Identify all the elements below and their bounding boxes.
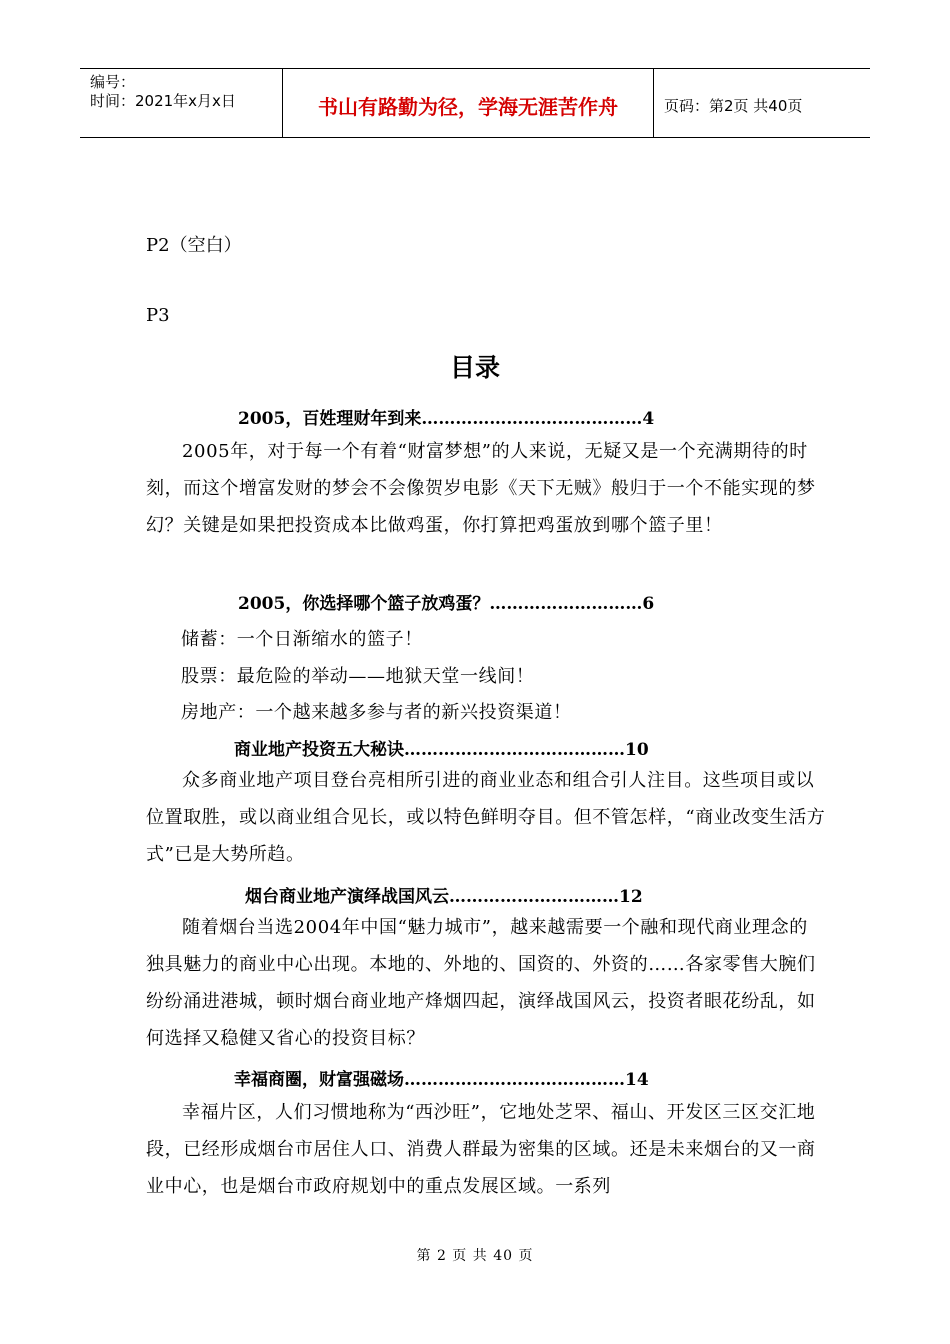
section-3-summary: 众多商业地产项目登台亮相所引进的商业业态和组合引人注目。这些项目或以位置取胜，或以商业组合见长，或以特色鲜明夺目。但不管怎样，“商业改变生活方式”已是大势所趋。 <box>146 770 826 865</box>
section-1-summary: 2005年，对于每一个有着“财富梦想”的人来说，无疑又是一个充满期待的时刻，而这个增富发财的梦会不会像贺岁电影《天下无贼》般归于一个不能实现的梦幻？关键是如果把投资成本比做鸡蛋，你打算把鸡蛋放到哪个篮子里！ <box>146 441 816 536</box>
header-meta <box>80 69 282 137</box>
header-motto: 书山有路勤为径，学海无涯苦作舟 <box>282 69 654 137</box>
toc-heading-1[interactable]: 2005，百姓理财年到来…………………………………4 <box>238 409 655 429</box>
p3-label: P3 <box>146 305 170 326</box>
toc-heading-2[interactable]: 2005，你选择哪个篮子放鸡蛋？………………………6 <box>238 594 655 614</box>
list-item-stocks: 股票：最危险的举动——地狱天堂一线间！ <box>181 666 535 687</box>
document-number-label: 编号： <box>90 73 136 91</box>
header-page-info: 页码：第2页 共40页 <box>664 96 803 115</box>
toc-heading-3[interactable]: 商业地产投资五大秘诀…………………………………10 <box>234 740 649 760</box>
section-5-summary: 幸福片区，人们习惯地称为“西沙旺”，它地处芝罘、福山、开发区三区交汇地段，已经形成烟台市居住人口、消费人群最为密集的区域。还是未来烟台的又一商业中心，也是烟台市政府规划中的重点发展区域。一系列 <box>146 1102 816 1197</box>
toc-heading-5[interactable]: 幸福商圈，财富强磁场…………………………………14 <box>234 1070 649 1090</box>
list-item-savings: 储蓄：一个日渐缩水的篮子！ <box>181 629 423 650</box>
list-item-real-estate: 房地产：一个越来越多参与者的新兴投资渠道！ <box>181 702 572 723</box>
p2-label: P2（空白） <box>146 235 242 256</box>
section-4-summary: 随着烟台当选2004年中国“魅力城市”，越来越需要一个融和现代商业理念的独具魅力的商业中心出现。本地的、外地的、国资的、外资的……各家零售大腕们纷纷涌进港城，顿时烟台商业地产烽烟四起，演绎战国风云，投资者眼花纷乱，如何选择又稳健又省心的投资目标？ <box>146 917 816 1049</box>
page-footer: 第 2 页 共 40 页 <box>416 1248 534 1264</box>
toc-heading-4[interactable]: 烟台商业地产演绎战国风云…………………………12 <box>245 887 643 907</box>
document-date-label: 时间：2021年x月x日 <box>90 92 236 110</box>
toc-title: 目录 <box>449 353 500 382</box>
page-header <box>80 68 870 138</box>
